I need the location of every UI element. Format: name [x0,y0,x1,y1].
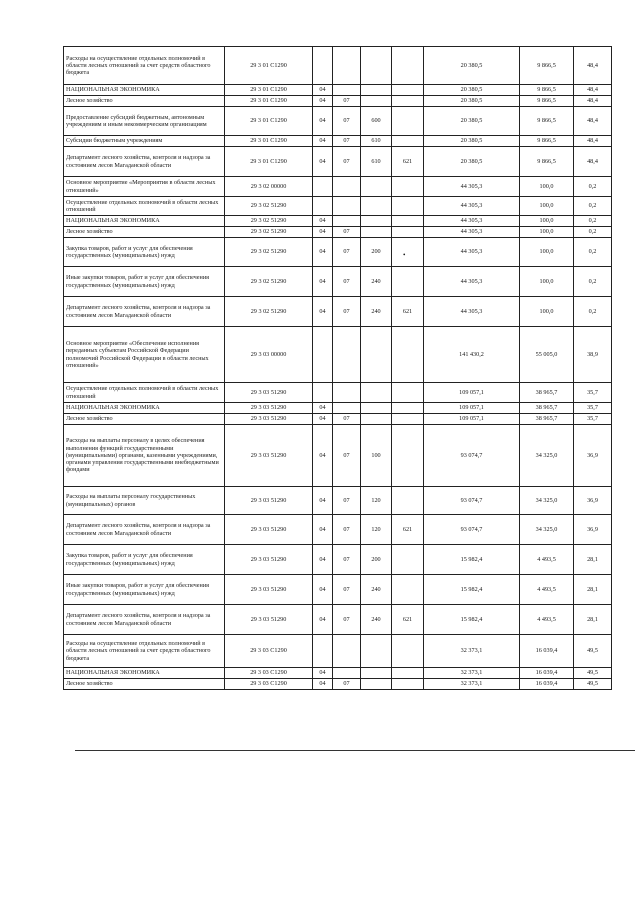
row-code-cell: 29 3 03 С1290 [225,635,313,668]
row-expense-type-cell [361,403,392,414]
row-section-cell: 04 [313,85,333,96]
row-subsection-cell: 07 [333,267,361,297]
row-percent-cell: 28,1 [574,575,612,605]
row-actual-cell: 4 493,5 [520,575,574,605]
row-actual-cell: 38 965,7 [520,414,574,425]
row-actual-cell: 100,0 [520,216,574,227]
row-section-cell [313,327,333,383]
row-code-cell: 29 3 03 51290 [225,575,313,605]
row-actual-cell: 34 325,0 [520,487,574,515]
row-percent-cell: 49,5 [574,679,612,690]
row-percent-cell: 28,1 [574,605,612,635]
row-percent-cell: 35,7 [574,403,612,414]
row-administrator-cell [392,107,424,136]
row-percent-cell: 49,5 [574,668,612,679]
row-percent-cell: 36,9 [574,515,612,545]
row-percent-cell: 48,4 [574,107,612,136]
row-plan-cell: 44 305,3 [424,197,520,216]
row-expense-type-cell: 100 [361,425,392,487]
table-row [64,227,612,238]
row-expense-type-cell: 120 [361,515,392,545]
row-actual-cell: 34 325,0 [520,515,574,545]
row-code-cell: 29 3 02 51290 [225,227,313,238]
row-subsection-cell [333,635,361,668]
row-percent-cell: 0,2 [574,197,612,216]
row-section-cell: 04 [313,147,333,177]
row-code-cell: 29 3 03 51290 [225,605,313,635]
row-percent-cell: 28,1 [574,545,612,575]
row-plan-cell: 109 057,1 [424,414,520,425]
row-plan-cell: 109 057,1 [424,403,520,414]
row-subsection-cell: 07 [333,96,361,107]
row-administrator-cell [392,383,424,403]
row-name-cell: Основное мероприятие «Обеспечение исполнения переданных субъектам Российской Федерации полномочий Российской Федерации в области лесных отношений» [64,327,225,383]
row-code-cell: 29 3 01 С1290 [225,136,313,147]
row-expense-type-cell: 240 [361,297,392,327]
row-section-cell: 04 [313,487,333,515]
row-name-cell: Департамент лесного хозяйства, контроля и надзора за состоянием лесов Магаданской области [64,147,225,177]
table-row [64,267,612,297]
row-plan-cell: 141 430,2 [424,327,520,383]
row-administrator-cell [392,668,424,679]
row-name-cell: НАЦИОНАЛЬНАЯ ЭКОНОМИКА [64,85,225,96]
row-percent-cell: 48,4 [574,47,612,85]
row-percent-cell: 0,2 [574,216,612,227]
table-row [64,327,612,383]
table-row [64,85,612,96]
row-name-cell: Лесное хозяйство [64,227,225,238]
row-expense-type-cell [361,47,392,85]
row-expense-type-cell: 120 [361,487,392,515]
row-subsection-cell [333,85,361,96]
table-row [64,297,612,327]
row-actual-cell: 9 866,5 [520,96,574,107]
row-name-cell: Основное мероприятие «Мероприятия в области лесных отношений» [64,177,225,197]
row-plan-cell: 20 380,5 [424,85,520,96]
table-row [64,216,612,227]
row-plan-cell: 20 380,5 [424,47,520,85]
row-expense-type-cell: 240 [361,267,392,297]
row-subsection-cell: 07 [333,297,361,327]
row-actual-cell: 55 005,0 [520,327,574,383]
row-percent-cell: 36,9 [574,425,612,487]
row-code-cell: 29 3 02 51290 [225,267,313,297]
row-name-cell: Департамент лесного хозяйства, контроля и надзора за состоянием лесов Магаданской области [64,605,225,635]
row-actual-cell: 9 866,5 [520,85,574,96]
table-row [64,605,612,635]
row-percent-cell: 48,4 [574,136,612,147]
row-code-cell: 29 3 02 51290 [225,216,313,227]
row-name-cell: Департамент лесного хозяйства, контроля и надзора за состоянием лесов Магаданской области [64,297,225,327]
row-percent-cell: 49,5 [574,635,612,668]
row-actual-cell: 9 866,5 [520,147,574,177]
row-subsection-cell [333,403,361,414]
row-administrator-cell [392,197,424,216]
row-code-cell: 29 3 01 С1290 [225,147,313,177]
row-plan-cell: 20 380,5 [424,96,520,107]
row-percent-cell: 36,9 [574,487,612,515]
row-section-cell: 04 [313,297,333,327]
row-plan-cell: 20 380,5 [424,107,520,136]
row-plan-cell: 44 305,3 [424,216,520,227]
row-subsection-cell: 07 [333,107,361,136]
row-administrator-cell [392,136,424,147]
row-percent-cell: 0,2 [574,297,612,327]
row-plan-cell: 109 057,1 [424,383,520,403]
row-plan-cell: 20 380,5 [424,136,520,147]
row-section-cell [313,197,333,216]
table-row [64,403,612,414]
row-subsection-cell [333,668,361,679]
row-name-cell: Иные закупки товаров, работ и услуг для обеспечения государственных (муниципальных) нужд [64,267,225,297]
row-expense-type-cell: 600 [361,107,392,136]
table-row [64,47,612,85]
row-percent-cell: 35,7 [574,414,612,425]
row-name-cell: Закупка товаров, работ и услуг для обеспечения государственных (муниципальных) нужд [64,545,225,575]
row-expense-type-cell [361,197,392,216]
row-administrator-cell [392,679,424,690]
table-row [64,96,612,107]
table-row [64,575,612,605]
row-subsection-cell: 07 [333,147,361,177]
row-percent-cell: 48,4 [574,85,612,96]
table-row [64,147,612,177]
row-administrator-cell: 621 [392,297,424,327]
stray-dot-mark: • [403,251,406,259]
row-section-cell: 04 [313,414,333,425]
row-plan-cell: 93 074,7 [424,425,520,487]
row-subsection-cell: 07 [333,605,361,635]
row-actual-cell: 34 325,0 [520,425,574,487]
row-plan-cell: 32 373,1 [424,635,520,668]
row-name-cell: Предоставление субсидий бюджетным, автономным учреждениям и иным некоммерческим организациям [64,107,225,136]
row-code-cell: 29 3 03 51290 [225,545,313,575]
row-administrator-cell [392,267,424,297]
table-row [64,425,612,487]
row-administrator-cell [392,238,424,267]
row-subsection-cell [333,216,361,227]
row-subsection-cell: 07 [333,136,361,147]
row-code-cell: 29 3 03 51290 [225,425,313,487]
row-code-cell: 29 3 03 51290 [225,403,313,414]
row-section-cell: 04 [313,107,333,136]
budget-table-body [64,47,612,690]
table-row [64,383,612,403]
row-section-cell [313,177,333,197]
row-expense-type-cell: 200 [361,545,392,575]
table-row [64,107,612,136]
row-administrator-cell [392,47,424,85]
row-expense-type-cell [361,679,392,690]
row-section-cell [313,383,333,403]
row-section-cell: 04 [313,403,333,414]
row-code-cell: 29 3 02 00000 [225,177,313,197]
row-administrator-cell [392,635,424,668]
row-actual-cell: 9 866,5 [520,47,574,85]
row-section-cell: 04 [313,227,333,238]
row-administrator-cell [392,545,424,575]
row-code-cell: 29 3 02 51290 [225,238,313,267]
row-expense-type-cell: 240 [361,605,392,635]
row-administrator-cell [392,85,424,96]
table-row [64,545,612,575]
row-percent-cell: 0,2 [574,267,612,297]
row-subsection-cell: 07 [333,487,361,515]
row-name-cell: Субсидии бюджетным учреждениям [64,136,225,147]
row-plan-cell: 93 074,7 [424,487,520,515]
row-administrator-cell [392,403,424,414]
table-row [64,136,612,147]
row-percent-cell: 38,9 [574,327,612,383]
row-code-cell: 29 3 02 51290 [225,197,313,216]
row-subsection-cell: 07 [333,679,361,690]
row-subsection-cell [333,197,361,216]
row-actual-cell: 100,0 [520,177,574,197]
row-administrator-cell [392,216,424,227]
row-administrator-cell [392,425,424,487]
row-subsection-cell: 07 [333,545,361,575]
row-expense-type-cell [361,85,392,96]
row-name-cell: НАЦИОНАЛЬНАЯ ЭКОНОМИКА [64,403,225,414]
budget-table-page [63,46,611,690]
row-plan-cell: 15 982,4 [424,545,520,575]
row-code-cell: 29 3 03 51290 [225,414,313,425]
row-percent-cell: 0,2 [574,238,612,267]
row-plan-cell: 15 982,4 [424,575,520,605]
row-code-cell: 29 3 03 00000 [225,327,313,383]
row-expense-type-cell [361,227,392,238]
table-row [64,679,612,690]
row-name-cell: НАЦИОНАЛЬНАЯ ЭКОНОМИКА [64,668,225,679]
row-plan-cell: 44 305,3 [424,227,520,238]
row-subsection-cell [333,177,361,197]
row-code-cell: 29 3 03 С1290 [225,679,313,690]
row-section-cell [313,47,333,85]
row-actual-cell: 9 866,5 [520,107,574,136]
row-section-cell: 04 [313,267,333,297]
row-section-cell: 04 [313,605,333,635]
row-percent-cell: 35,7 [574,383,612,403]
row-plan-cell: 93 074,7 [424,515,520,545]
table-row [64,177,612,197]
row-section-cell [313,635,333,668]
row-section-cell: 04 [313,238,333,267]
row-section-cell: 04 [313,96,333,107]
row-actual-cell: 9 866,5 [520,136,574,147]
row-actual-cell: 4 493,5 [520,545,574,575]
row-expense-type-cell [361,216,392,227]
table-row [64,238,612,267]
row-name-cell: Осуществление отдельных полномочий в области лесных отношений [64,197,225,216]
row-plan-cell: 20 380,5 [424,147,520,177]
row-name-cell: НАЦИОНАЛЬНАЯ ЭКОНОМИКА [64,216,225,227]
row-section-cell: 04 [313,136,333,147]
row-actual-cell: 16 039,4 [520,635,574,668]
row-expense-type-cell [361,177,392,197]
row-subsection-cell: 07 [333,425,361,487]
row-expense-type-cell [361,414,392,425]
row-subsection-cell: 07 [333,238,361,267]
row-section-cell: 04 [313,545,333,575]
row-percent-cell: 0,2 [574,177,612,197]
row-actual-cell: 100,0 [520,297,574,327]
row-percent-cell: 48,4 [574,147,612,177]
row-section-cell: 04 [313,575,333,605]
row-section-cell: 04 [313,515,333,545]
row-subsection-cell: 07 [333,414,361,425]
row-actual-cell: 100,0 [520,238,574,267]
row-actual-cell: 38 965,7 [520,403,574,414]
row-code-cell: 29 3 02 51290 [225,297,313,327]
table-row [64,635,612,668]
row-administrator-cell [392,487,424,515]
table-row [64,668,612,679]
table-row [64,414,612,425]
row-administrator-cell [392,575,424,605]
row-expense-type-cell [361,383,392,403]
row-administrator-cell: 621 [392,605,424,635]
budget-table [63,46,612,690]
row-expense-type-cell: 610 [361,147,392,177]
row-expense-type-cell [361,327,392,383]
row-percent-cell: 48,4 [574,96,612,107]
row-name-cell: Расходы на осуществление отдельных полномочий в области лесных отношений за счет средств областного бюджета [64,635,225,668]
row-actual-cell: 100,0 [520,227,574,238]
row-percent-cell: 0,2 [574,227,612,238]
row-administrator-cell [392,414,424,425]
row-actual-cell: 38 965,7 [520,383,574,403]
table-row [64,197,612,216]
row-administrator-cell: 621 [392,147,424,177]
row-name-cell: Иные закупки товаров, работ и услуг для обеспечения государственных (муниципальных) нужд [64,575,225,605]
row-plan-cell: 44 305,3 [424,297,520,327]
row-name-cell: Расходы на выплаты персоналу в целях обеспечения выполнения функций государственными (муниципальными) органами, казенными учреждениями, органами управления государственными внебюджетными фондами [64,425,225,487]
row-code-cell: 29 3 01 С1290 [225,96,313,107]
row-plan-cell: 44 305,3 [424,267,520,297]
row-administrator-cell [392,96,424,107]
row-name-cell: Лесное хозяйство [64,96,225,107]
row-plan-cell: 32 373,1 [424,668,520,679]
row-subsection-cell: 07 [333,575,361,605]
row-actual-cell: 100,0 [520,267,574,297]
row-plan-cell: 44 305,3 [424,177,520,197]
row-subsection-cell [333,47,361,85]
row-name-cell: Закупка товаров, работ и услуг для обеспечения государственных (муниципальных) нужд [64,238,225,267]
table-row [64,487,612,515]
row-plan-cell: 32 373,1 [424,679,520,690]
row-expense-type-cell: 610 [361,136,392,147]
footer-divider-line [75,750,635,751]
row-code-cell: 29 3 01 С1290 [225,47,313,85]
row-section-cell: 04 [313,679,333,690]
row-name-cell: Лесное хозяйство [64,679,225,690]
row-code-cell: 29 3 03 51290 [225,383,313,403]
row-actual-cell: 16 039,4 [520,679,574,690]
row-section-cell: 04 [313,216,333,227]
row-plan-cell: 44 305,3 [424,238,520,267]
row-expense-type-cell [361,668,392,679]
row-name-cell: Департамент лесного хозяйства, контроля и надзора за состоянием лесов Магаданской области [64,515,225,545]
row-administrator-cell: 621 [392,515,424,545]
row-code-cell: 29 3 01 С1290 [225,85,313,96]
row-name-cell: Расходы на выплаты персоналу государственных (муниципальных) органов [64,487,225,515]
row-subsection-cell: 07 [333,227,361,238]
table-row [64,515,612,545]
row-name-cell: Лесное хозяйство [64,414,225,425]
row-code-cell: 29 3 03 51290 [225,515,313,545]
row-administrator-cell [392,227,424,238]
row-expense-type-cell [361,96,392,107]
row-actual-cell: 4 493,5 [520,605,574,635]
row-subsection-cell [333,383,361,403]
row-name-cell: Осуществление отдельных полномочий в области лесных отношений [64,383,225,403]
row-actual-cell: 16 039,4 [520,668,574,679]
row-code-cell: 29 3 03 С1290 [225,668,313,679]
row-section-cell: 04 [313,425,333,487]
row-subsection-cell [333,327,361,383]
row-expense-type-cell: 200 [361,238,392,267]
row-administrator-cell [392,177,424,197]
row-plan-cell: 15 982,4 [424,605,520,635]
row-expense-type-cell [361,635,392,668]
row-expense-type-cell: 240 [361,575,392,605]
row-name-cell: Расходы на осуществление отдельных полномочий в области лесных отношений за счет средств областного бюджета [64,47,225,85]
row-section-cell: 04 [313,668,333,679]
row-code-cell: 29 3 01 С1290 [225,107,313,136]
row-code-cell: 29 3 03 51290 [225,487,313,515]
row-actual-cell: 100,0 [520,197,574,216]
row-administrator-cell [392,327,424,383]
row-subsection-cell: 07 [333,515,361,545]
